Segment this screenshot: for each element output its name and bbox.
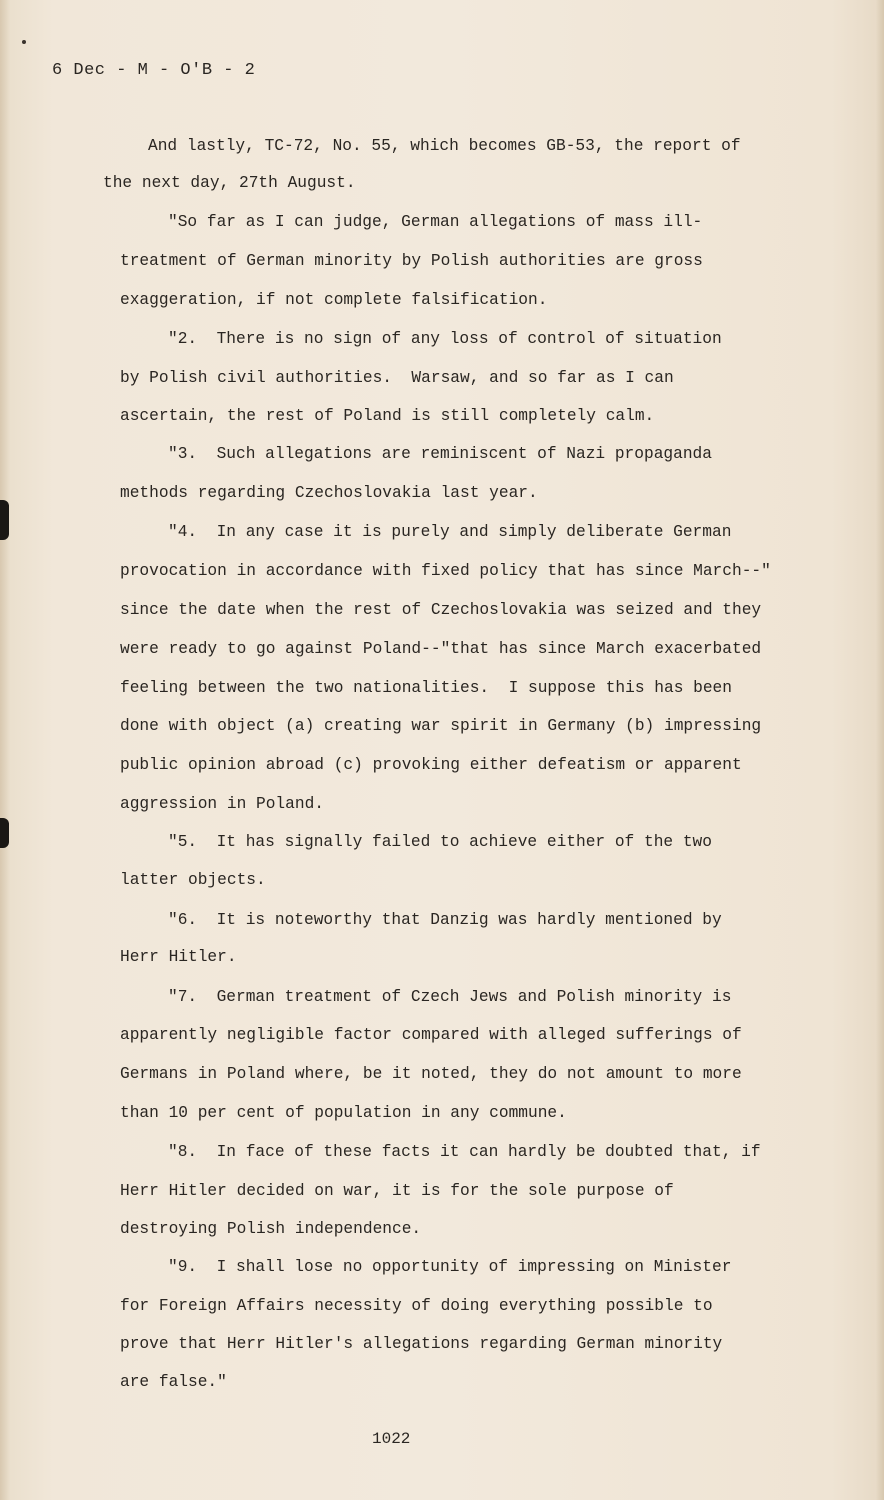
text-line: And lastly, TC-72, No. 55, which becomes GB-53, the report of	[148, 137, 741, 155]
text-line: destroying Polish independence.	[120, 1220, 422, 1238]
text-line: by Polish civil authorities. Warsaw, and so far as I can	[120, 369, 674, 387]
text-line: prove that Herr Hitler's allegations regarding German minority	[120, 1335, 723, 1353]
binding-hole-mark	[0, 500, 9, 540]
text-line: "3. Such allegations are reminiscent of Nazi propaganda	[168, 445, 712, 463]
page-edge-shadow-right	[876, 0, 884, 1500]
text-line: Germans in Poland where, be it noted, they do not amount to more	[120, 1065, 742, 1083]
text-line: public opinion abroad (c) provoking either defeatism or apparent	[120, 756, 742, 774]
page-header-reference: 6 Dec - M - O'B - 2	[52, 61, 256, 80]
text-line: aggression in Poland.	[120, 795, 324, 813]
text-line: "4. In any case it is purely and simply deliberate German	[168, 523, 732, 541]
text-line: "6. It is noteworthy that Danzig was hardly mentioned by	[168, 911, 722, 929]
text-line: Herr Hitler.	[120, 948, 237, 966]
text-line: "7. German treatment of Czech Jews and Polish minority is	[168, 988, 732, 1006]
text-line: exaggeration, if not complete falsification.	[120, 291, 548, 309]
text-line: since the date when the rest of Czechoslovakia was seized and they	[120, 601, 762, 619]
text-line: apparently negligible factor compared with alleged sufferings of	[120, 1026, 742, 1044]
text-line: Herr Hitler decided on war, it is for the sole purpose of	[120, 1182, 674, 1200]
text-line: than 10 per cent of population in any commune.	[120, 1104, 567, 1122]
text-line: were ready to go against Poland--"that has since March exacerbated	[120, 640, 762, 658]
text-line: "2. There is no sign of any loss of control of situation	[168, 330, 722, 348]
text-line: done with object (a) creating war spirit in Germany (b) impressing	[120, 717, 762, 735]
text-line: "5. It has signally failed to achieve either of the two	[168, 833, 712, 851]
binding-hole-mark	[0, 818, 9, 848]
text-line: methods regarding Czechoslovakia last year.	[120, 484, 538, 502]
text-line: "8. In face of these facts it can hardly be doubted that, if	[168, 1143, 761, 1161]
text-line: the next day, 27th August.	[103, 174, 356, 192]
text-line: for Foreign Affairs necessity of doing everything possible to	[120, 1297, 713, 1315]
text-line: "So far as I can judge, German allegations of mass ill-	[168, 213, 703, 231]
page-number: 1022	[372, 1430, 411, 1448]
text-line: feeling between the two nationalities. I suppose this has been	[120, 679, 732, 697]
text-line: are false."	[120, 1373, 227, 1391]
text-line: treatment of German minority by Polish authorities are gross	[120, 252, 703, 270]
text-line: ascertain, the rest of Poland is still completely calm.	[120, 407, 655, 425]
text-line: "9. I shall lose no opportunity of impressing on Minister	[168, 1258, 732, 1276]
page-edge-shadow-left	[0, 0, 10, 1500]
ink-dot	[22, 40, 26, 44]
text-line: provocation in accordance with fixed policy that has since March--"	[120, 562, 771, 580]
text-line: latter objects.	[120, 871, 266, 889]
